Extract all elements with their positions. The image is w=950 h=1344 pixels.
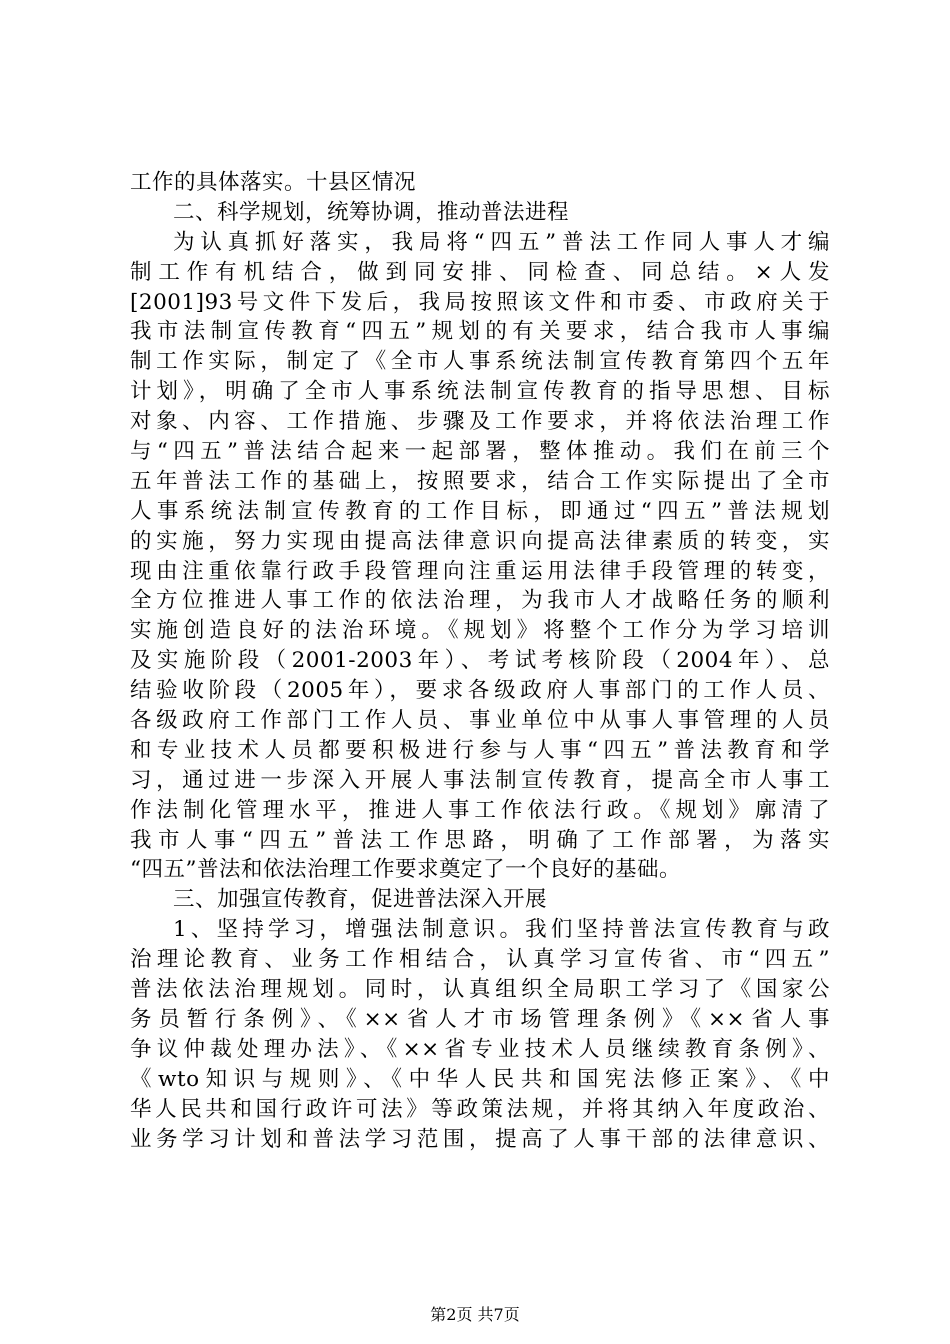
text-line: 争议仲裁处理办法》、《××省专业技术人员继续教育条例》、 (130, 1036, 830, 1062)
text-line: 制工作实际，制定了《全市人事系统法制宣传教育第四个五年 (130, 349, 830, 375)
text-line: 1、坚持学习，增强法制意识。我们坚持普法宣传教育与政 (173, 917, 830, 943)
text-line: 我市人事“四五”普法工作思路，明确了工作部署，为落实 (130, 827, 830, 853)
document-body (130, 168, 830, 1154)
text-line: 五年普法工作的基础上，按照要求，结合工作实际提出了全市 (130, 468, 830, 494)
text-line: 作法制化管理水平，推进人事工作依法行政。《规划》廓清了 (130, 797, 830, 823)
text-line: 对象、内容、工作措施、步骤及工作要求，并将依法治理工作 (130, 409, 830, 435)
text-line: 及实施阶段（2001-2003年）、考试考核阶段（2004年）、总 (130, 648, 830, 674)
text-line: 二、科学规划，统筹协调，推动普法进程 (173, 199, 570, 225)
text-line: 实施创造良好的法治环境。《规划》将整个工作分为学习培训 (130, 618, 830, 644)
text-line: 制工作有机结合，做到同安排、同检查、同总结。×人发 (130, 259, 830, 285)
text-line: 计划》，明确了全市人事系统法制宣传教育的指导思想、目标 (130, 379, 830, 405)
text-line: 习，通过进一步深入开展人事法制宣传教育，提高全市人事工 (130, 767, 830, 793)
text-line: 务员暂行条例》、《××省人才市场管理条例》《××省人事 (130, 1006, 830, 1032)
text-line: 三、加强宣传教育，促进普法深入开展 (173, 887, 548, 913)
page-footer: 第2页 共7页 (430, 1305, 520, 1324)
text-line: 华人民共和国行政许可法》等政策法规，并将其纳入年度政治、 (130, 1096, 830, 1122)
text-line: 结验收阶段（2005年），要求各级政府人事部门的工作人员、 (130, 678, 830, 704)
text-line: 为认真抓好落实，我局将“四五”普法工作同人事人才编 (173, 229, 830, 255)
text-line: 普法依法治理规划。同时，认真组织全局职工学习了《国家公 (130, 977, 830, 1003)
text-line: 各级政府工作部门工作人员、事业单位中从事人事管理的人员 (130, 708, 830, 734)
text-line: 与“四五”普法结合起来一起部署，整体推动。我们在前三个 (130, 439, 830, 465)
text-line: 的实施，努力实现由提高法律意识向提高法律素质的转变，实 (130, 528, 830, 554)
text-line: 《wto知识与规则》、《中华人民共和国宪法修正案》、《中 (130, 1066, 830, 1092)
text-line: 治理论教育、业务工作相结合，认真学习宣传省、市“四五” (130, 947, 830, 973)
text-line: 和专业技术人员都要积极进行参与人事“四五”普法教育和学 (130, 737, 830, 763)
text-line: 全方位推进人事工作的依法治理，为我市人才战略任务的顺利 (130, 588, 830, 614)
text-line: “四五”普法和依法治理工作要求奠定了一个良好的基础。 (130, 857, 681, 883)
text-line: 业务学习计划和普法学习范围，提高了人事干部的法律意识、 (130, 1126, 830, 1152)
text-line: 工作的具体落实。十县区情况 (130, 170, 417, 195)
text-line: [2001]93号文件下发后，我局按照该文件和市委、市政府关于 (130, 289, 830, 315)
text-line: 人事系统法制宣传教育的工作目标，即通过“四五”普法规划 (130, 498, 830, 524)
text-line: 我市法制宣传教育“四五”规划的有关要求，结合我市人事编 (130, 319, 830, 345)
text-line: 现由注重依靠行政手段管理向注重运用法律手段管理的转变， (130, 558, 830, 584)
